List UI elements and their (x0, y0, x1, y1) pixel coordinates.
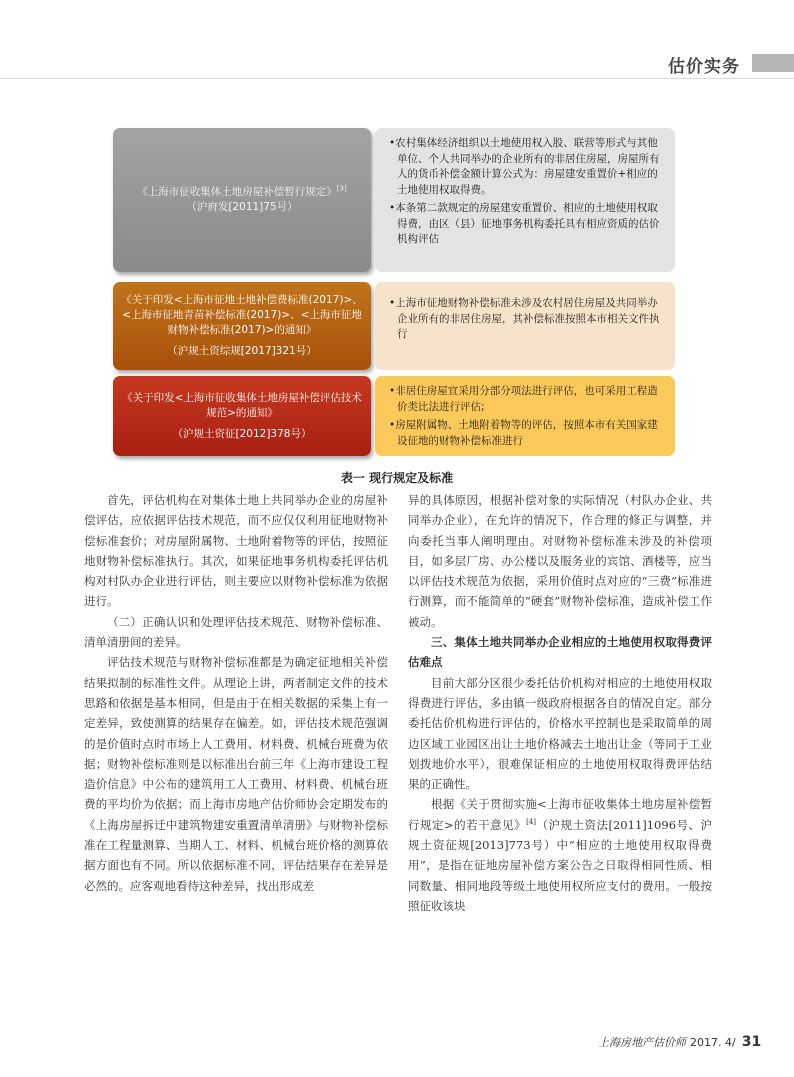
right-column (408, 490, 712, 916)
table-caption: 表一 现行规定及标准 (340, 471, 454, 485)
regulation-box-3 (113, 376, 371, 456)
header-bar (752, 54, 794, 72)
issue-date: 2017. 4/ (690, 1036, 736, 1049)
left-column (84, 490, 388, 896)
body-paragraph: 目前大部分区很少委托估价机构对相应的土地使用权取得费进行评估，多由镇一级政府根据各自的情况自定。部分委托估价机构进行评估的，价格水平控制也是采取简单的周边区域工业园区出让土地价格减去土地出让金（等同于工业划拨地价水平），很难保证相应的土地使用权取得费评估结果的正确性。 (408, 675, 712, 792)
page-footer (598, 1034, 761, 1050)
body-paragraph: 评估技术规范与财物补偿标准都是为确定征地相关补偿结果拟制的标准性文件。从理论上讲，两者制定文件的技术思路和依据是基本相同，但是由于在相关数据的采集上有一定差异，致使测算的结果存在偏差。如，评估技术规范强调的是价值时点时市场上人工费用、材料费、机械台班费为依据；财物补偿标准则是以标准出台前三年《上海市建设工程造价信息》中公布的建筑用工人工费用、材料费、机械台班费的平均价为依据；而上海市房地产估价师协会定期发布的《上海房屋拆迁中建筑物建安重置清单清册》与财物补偿标准在工程量测算、当期人工、材料、机械台班价格的测算依据方面也有不同。所以依据标准不同，评估结果存在差异是必然的。应客观地看待这种差异，找出形成差 (84, 655, 388, 893)
regulation-doc-number: （沪府发[2011]75号） (186, 201, 298, 213)
provision-item: •非居住房屋宜采用分部分项法进行评估，也可采用工程造价类比法进行评估; (389, 385, 658, 413)
header-divider (0, 78, 794, 79)
provision-box-2 (375, 282, 675, 370)
regulation-title: 《关于印发<上海市征地土地补偿费标准(2017)>、<上海市征地青苗补偿标准(2017)>、<上海市征地财物补偿标准(2017)>的通知》 (121, 294, 363, 336)
provision-item: •上海市征地财物补偿标准未涉及农村居住房屋及共同举办企业所有的非居住房屋，其补偿标准按照本市相关文件执行 (389, 297, 660, 340)
magazine-logo: 上海房地产估价师 (598, 1036, 686, 1049)
paragraph-part: （沪规土资法[2011]1096号、沪规土资征规[2013]773号）中“相应的土地使用权取得费用”，是指在征地房屋补偿方案公告之日取得相同性质、相同数量、相同地段等级土地使用权所应支付的费用。一般按照征收该块 (408, 817, 712, 913)
regulation-doc-number: （沪规土资征[2012]378号） (172, 427, 312, 440)
table-row-3 (113, 376, 675, 456)
reference-mark: [4] (526, 817, 537, 826)
paragraph-part: 根据《关于贯彻实施<上海市征收集体土地房屋补偿暂行规定>的若干意见》 (408, 797, 712, 832)
regulation-title: 《关于印发<上海市征收集体土地房屋补偿评估技术规范>的通知》 (122, 391, 362, 419)
section-heading: 三、集体土地共同举办企业相应的土地使用权取得费评估难点 (408, 635, 712, 670)
body-paragraph: 异的具体原因，根据补偿对象的实际情况（村队办企业、共同举办企业），在允许的情况下，作合理的修正与调整，并向委托当事人阐明理由。对财物补偿标准未涉及的补偿项目，如多层厂房、办公楼以及服务业的宾馆、酒楼等，应当以评估技术规范为依据，采用价值时点对应的“三费”标准进行测算，而不能简单的“硬套”财物补偿标准，造成补偿工作被动。 (408, 493, 712, 629)
provision-box-3 (375, 376, 675, 456)
regulation-box-2 (113, 282, 371, 370)
provision-item: •本条第二款规定的房屋建安重置价、相应的土地使用权取得费，由区（县）征地事务机构委托具有相应资质的估价机构评估 (389, 202, 660, 245)
section-title: 估价实务 (668, 57, 740, 77)
provision-item: •农村集体经济组织以土地使用权入股、联营等形式与其他单位、个人共同举办的企业所有的非居住房屋，房屋所有人的货币补偿金额计算公式为：房屋建安重置价+相应的土地使用权取得费。 (389, 137, 660, 196)
body-paragraph: （二）正确认识和处理评估技术规范、财物补偿标准、清单清册间的差异。 (84, 614, 388, 650)
regulation-title: 《上海市征收集体土地房屋补偿暂行规定》 (137, 186, 337, 198)
reference-mark: [3] (336, 184, 347, 193)
body-paragraph: 首先，评估机构在对集体土地上共同举办企业的房屋补偿评估，应依据评估技术规范，而不应仅仅利用征地财物补偿标准套价；对房屋附属物、土地附着物等的评估，按照征地财物补偿标准执行。其次，如果征地事务机构委托评估机构对村队办企业进行评估，则主要应以财物补偿标准为依据进行。 (84, 493, 388, 609)
regulation-doc-number: （沪规土资综规[2017]321号） (167, 345, 317, 357)
provision-box-1 (375, 128, 675, 272)
regulation-box-1 (113, 128, 371, 272)
page-number: 31 (741, 1034, 762, 1050)
table-row-1 (113, 128, 675, 272)
table-row-2 (113, 282, 675, 370)
body-paragraph (408, 794, 712, 916)
provision-item: •房屋附属物、土地附着物等的评估，按照本市有关国家建设征地的财物补偿标准进行 (389, 419, 658, 447)
